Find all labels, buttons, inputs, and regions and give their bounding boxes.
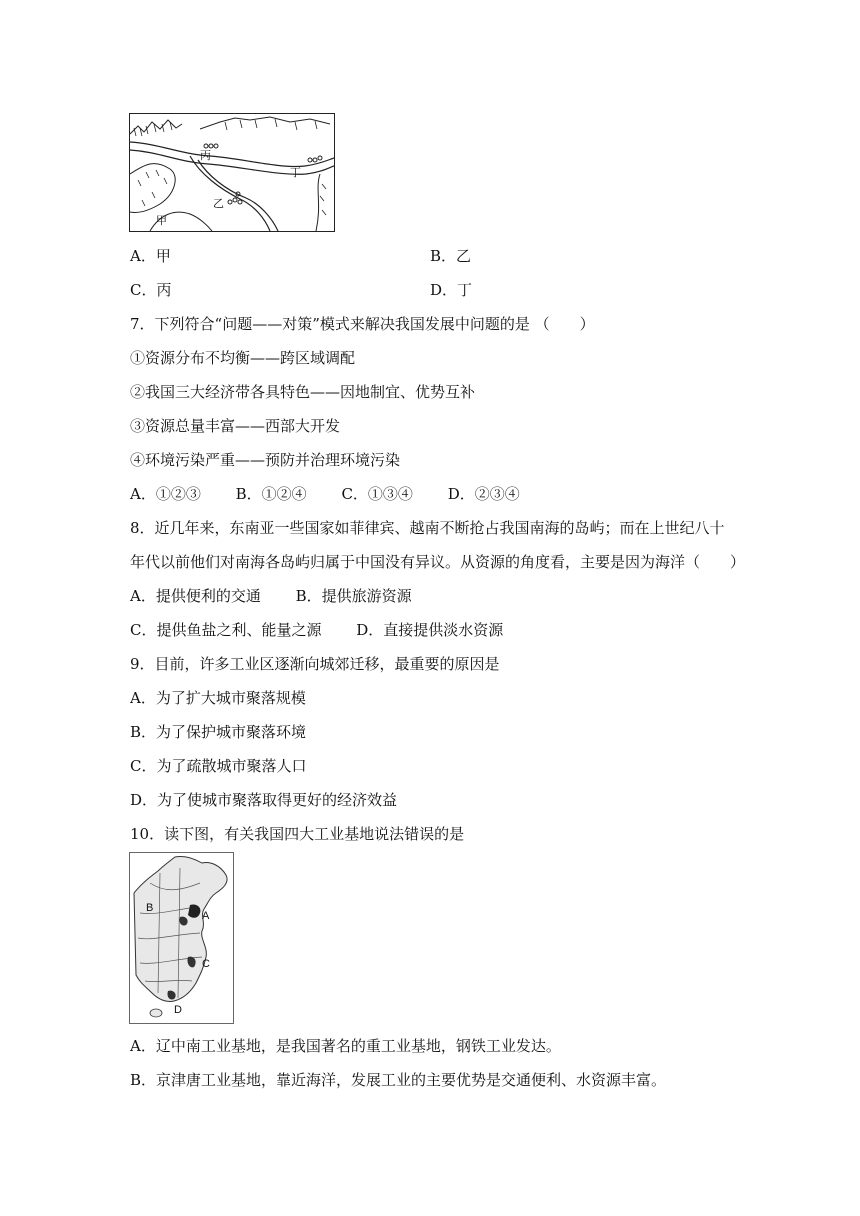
q8-option-d: D．直接提供淡水资源 [356, 621, 504, 639]
settlement-sketch-figure [129, 113, 335, 232]
q8-option-a: A．提供便利的交通 [130, 587, 261, 605]
q6-option-c: C．丙 [130, 281, 172, 299]
china-map-svg [130, 853, 233, 1023]
q7-item-3: ③资源总量丰富——西部大开发 [130, 417, 341, 435]
label-ding: 丁 [290, 166, 301, 179]
q7-options [130, 484, 520, 504]
map-label-c: C [202, 958, 210, 970]
q10-option-a: A．辽中南工业基地，是我国著名的重工业基地，钢铁工业发达。 [130, 1037, 561, 1055]
q7-option-d: D．②③④ [447, 485, 520, 503]
q9-option-c: C．为了疏散城市聚落人口 [130, 757, 307, 775]
q9-stem: 9．目前，许多工业区逐渐向城郊迁移，最重要的原因是 [130, 655, 500, 673]
q7-option-b: B．①②④ [235, 485, 307, 503]
china-industrial-bases-map [129, 852, 234, 1024]
q7-option-c: C．①③④ [341, 485, 413, 503]
q10-option-b: B．京津唐工业基地，靠近海洋，发展工业的主要优势是交通便利、水资源丰富。 [130, 1071, 667, 1089]
q9-option-b: B．为了保护城市聚落环境 [130, 723, 307, 741]
q7-item-1: ①资源分布不均衡——跨区域调配 [130, 349, 356, 367]
label-jia: 甲 [156, 214, 167, 227]
q8-stem-line-1: 8．近几年来，东南亚一些国家如菲律宾、越南不断抢占我国南海的岛屿；而在上世纪八十 [130, 519, 725, 537]
label-bing: 丙 [200, 149, 211, 162]
q8-options-row-2 [130, 620, 503, 640]
q8-option-c: C．提供鱼盐之利、能量之源 [130, 621, 322, 639]
q8-stem-line-2: 年代以前他们对南海各岛屿归属于中国没有异议。从资源的角度看，主要是因为海洋（ ） [130, 553, 746, 571]
q7-option-a: A．①②③ [130, 485, 201, 503]
q7-stem: 7．下列符合“问题——对策”模式来解决我国发展中问题的是 （ ） [130, 315, 595, 333]
q7-item-2: ②我国三大经济带各具特色——因地制宜、优势互补 [130, 383, 476, 401]
q8-option-b: B．提供旅游资源 [295, 587, 412, 605]
settlement-sketch-svg [130, 114, 334, 231]
q10-stem: 10．读下图，有关我国四大工业基地说法错误的是 [130, 825, 465, 843]
q9-option-a: A．为了扩大城市聚落规模 [130, 689, 306, 707]
q6-option-d: D．丁 [430, 281, 473, 299]
q6-option-b: B．乙 [430, 247, 472, 265]
q6-option-a: A．甲 [130, 247, 171, 265]
map-label-a: A [202, 910, 210, 922]
q9-option-d: D．为了使城市聚落取得更好的经济效益 [130, 791, 398, 809]
map-label-b: B [146, 902, 154, 914]
map-label-d: D [174, 1004, 182, 1016]
label-yi: 乙 [213, 197, 224, 210]
q8-options-row-1 [130, 586, 412, 606]
q7-item-4: ④环境污染严重——预防并治理环境污染 [130, 451, 401, 469]
